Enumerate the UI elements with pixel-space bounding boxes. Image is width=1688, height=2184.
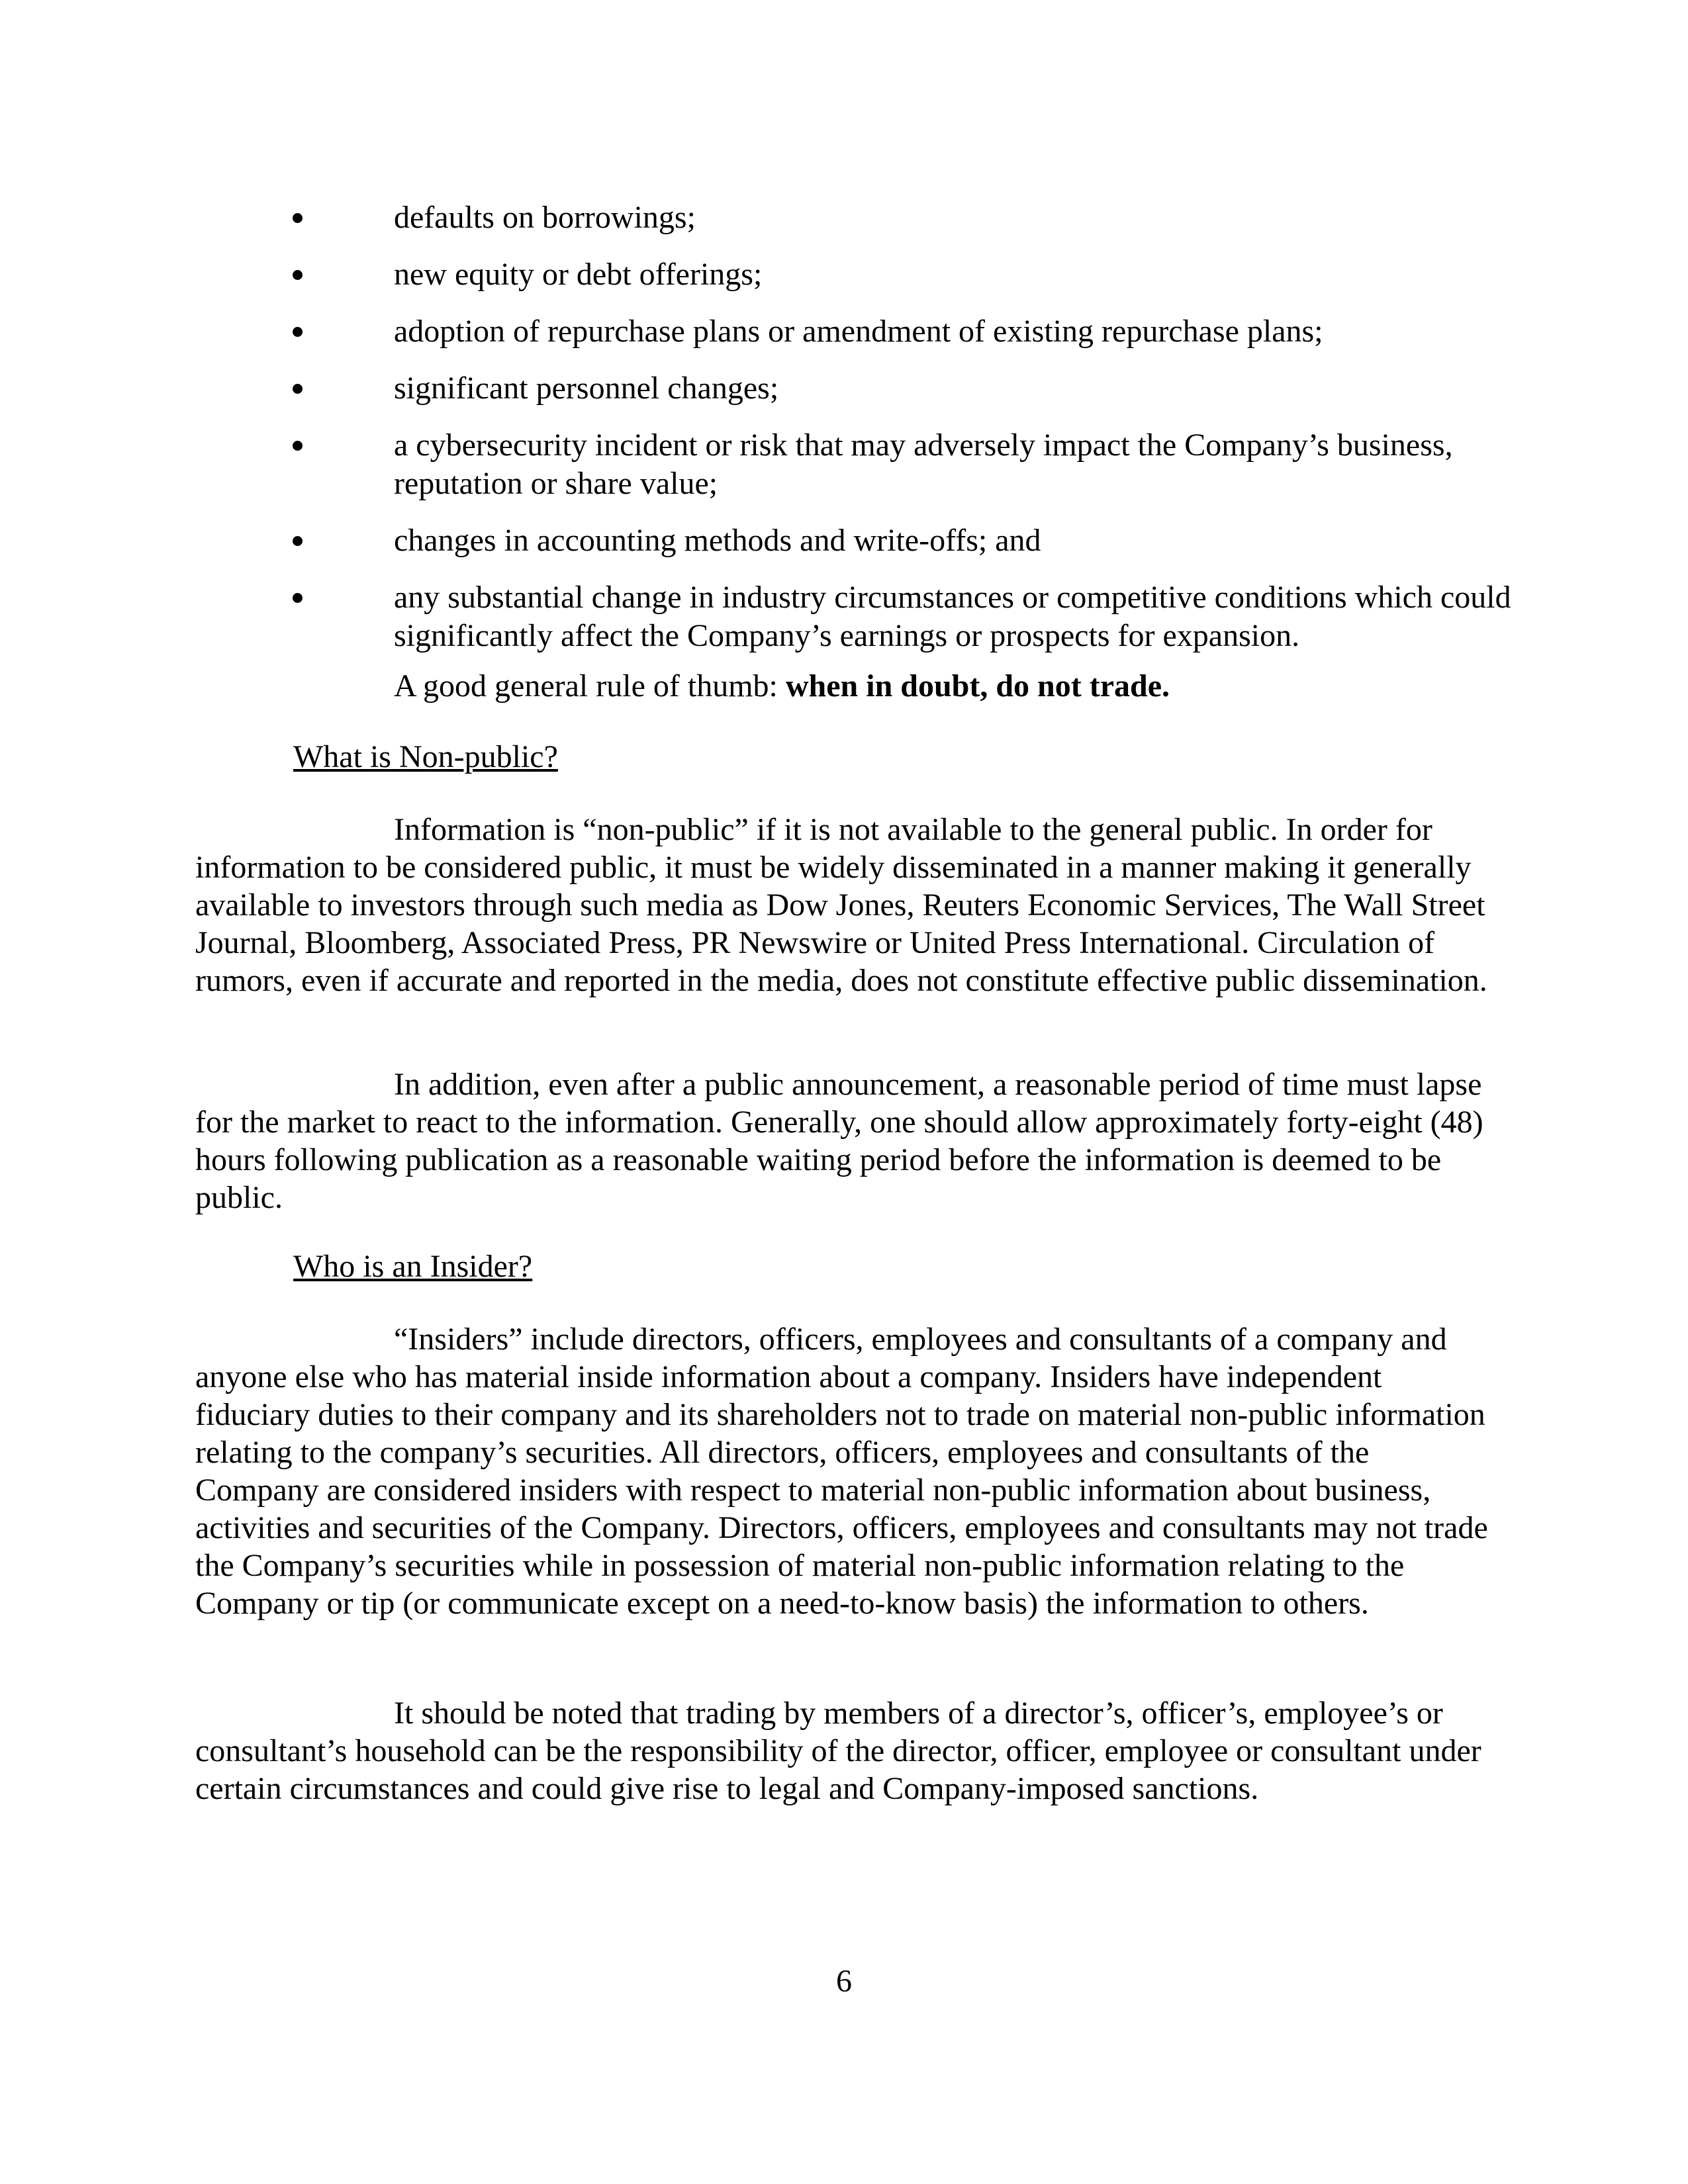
list-item [285,369,1542,408]
page-number: 6 [836,1964,852,1999]
paragraph-waiting-period: In addition, even after a public announcement, a reasonable period of time must lapse for the market to react to the information. Generally, one should allow approximately forty-eight (48) hours following publication as a reasonable waiting period before the information is deemed to be public. [195,1067,1483,1215]
paragraph-insider-definition: “Insiders” include directors, officers, employees and consultants of a company and anyone else who has material inside information about a company. Insiders have independent fiduciary duties to their company and its shareholders not to trade on material non-public information relating to the company’s securities. All directors, officers, employees and consultants of the Company are considered insiders with respect to material non-public information about business, activities and securities of the Company. Directors, officers, employees and consultants may not trade the Company’s securities while in possession of material non-public information relating to the Company or tip (or communicate except on a need-to-know basis) the information to others. [195,1322,1488,1621]
list-item [285,255,1542,294]
list-item-text: changes in accounting methods and write-offs; and [394,523,1041,558]
list-item-text: new equity or debt offerings; [394,257,763,292]
list-item [285,199,1542,237]
list-item [285,312,1542,351]
bullet-icon [293,270,303,280]
rule-of-thumb-emphasis: when in doubt, do not trade. [785,668,1170,704]
bullet-icon [293,536,303,546]
list-item [285,426,1542,503]
section-heading-non-public: What is Non-public? [293,739,558,774]
section-heading-insider: Who is an Insider? [293,1249,533,1284]
list-item [285,522,1542,560]
bullet-icon [293,593,303,603]
bullet-list [285,199,1542,674]
list-item [285,578,1542,655]
list-item-text: defaults on borrowings; [394,200,696,235]
list-item-text: a cybersecurity incident or risk that may adversely impact the Company’s business, reputation or share value; [394,428,1453,501]
list-item-text: adoption of repurchase plans or amendment of existing repurchase plans; [394,314,1323,349]
list-item-text: any substantial change in industry circumstances or competitive conditions which could significantly affect the Company’s earnings or prospects for expansion. [394,580,1511,653]
rule-of-thumb [394,667,1170,705]
bullet-icon [293,213,303,223]
list-item-text: significant personnel changes; [394,371,779,406]
rule-of-thumb-lead: A good general rule of thumb: [394,668,786,704]
bullet-icon [293,327,303,337]
paragraph-household-trading: It should be noted that trading by members of a director’s, officer’s, employee’s or consultant’s household can be the responsibility of the director, officer, employee or consultant under certain circumstances and could give rise to legal and Company-imposed sanctions. [195,1696,1481,1806]
bullet-icon [293,384,303,394]
bullet-icon [293,441,303,451]
paragraph-non-public-definition: Information is “non-public” if it is not available to the general public. In order for information to be considered public, it must be widely disseminated in a manner making it generally available to investors through such media as Dow Jones, Reuters Economic Services, The Wall Street Journal, Bloomberg, Associated Press, PR Newswire or United Press International. Circulation of rumors, even if accurate and reported in the media, does not constitute effective public dissemination. [195,812,1487,998]
